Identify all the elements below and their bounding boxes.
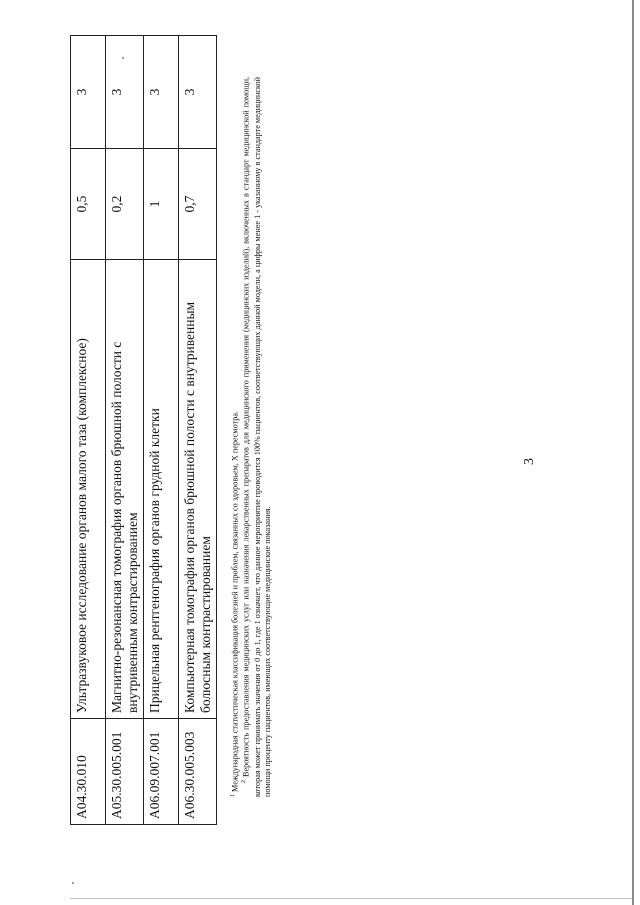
multiplicity-value: 3	[106, 36, 144, 149]
service-code: A06.09.007.001	[144, 719, 179, 825]
multiplicity-value: 3	[179, 36, 217, 149]
page-edge-bottom	[70, 898, 632, 899]
table-row	[71, 36, 106, 825]
footnote-2	[241, 77, 274, 797]
footnote-text: Международная статистическая классификация болезней и проблем, связанных со здоровьем, X пересмотра.	[230, 410, 240, 792]
footnote-1	[230, 77, 241, 797]
frequency-value: 0,7	[179, 149, 217, 260]
service-name: Ультразвуковое исследование органов малого таза (комплексное)	[71, 260, 106, 719]
scan-speck	[72, 882, 74, 884]
multiplicity-value: 3	[144, 36, 179, 149]
footnote-mark: 1	[230, 794, 236, 797]
page-edge-right	[632, 0, 634, 905]
footnotes	[230, 77, 274, 797]
frequency-value: 1	[144, 149, 179, 260]
table-row	[106, 36, 144, 825]
service-code: A06.30.005.003	[179, 719, 217, 825]
multiplicity-value: 3	[71, 36, 106, 149]
service-name: Прицельная рентгенография органов грудной клетки	[144, 260, 179, 719]
footnote-mark: 2	[241, 780, 248, 783]
service-name: Магнитно-резонансная томография органов брюшной полости с внутривенным контрастированием	[106, 260, 144, 719]
service-name: Компьютерная томография органов брюшной полости с внутривенным болюсным контрастированием	[179, 260, 217, 719]
table-row	[179, 36, 217, 825]
footnote-text: Вероятность предоставления медицинских услуг или назначения лекарственных препаратов для медицинского применения (медицинских изделий), включенных в стандарт медицинской помощи, которая может принимать значения от 0 до 1, где 1 означает, что данное мероприятие проводится 100% пациентов, соответствующих данной модели, а цифры менее 1 - указанному в стандарте медицинской помощи проценту пациентов, имеющих соответствующие медицинские показания.	[242, 76, 273, 797]
table-row	[144, 36, 179, 825]
frequency-value: 0,5	[71, 149, 106, 260]
page-number: 3	[522, 458, 537, 465]
service-code: A05.30.005.001	[106, 719, 144, 825]
service-code: A04.30.010	[71, 719, 106, 825]
frequency-value: 0,2	[106, 149, 144, 260]
procedures-table	[70, 35, 217, 825]
document-page-content	[70, 35, 630, 825]
